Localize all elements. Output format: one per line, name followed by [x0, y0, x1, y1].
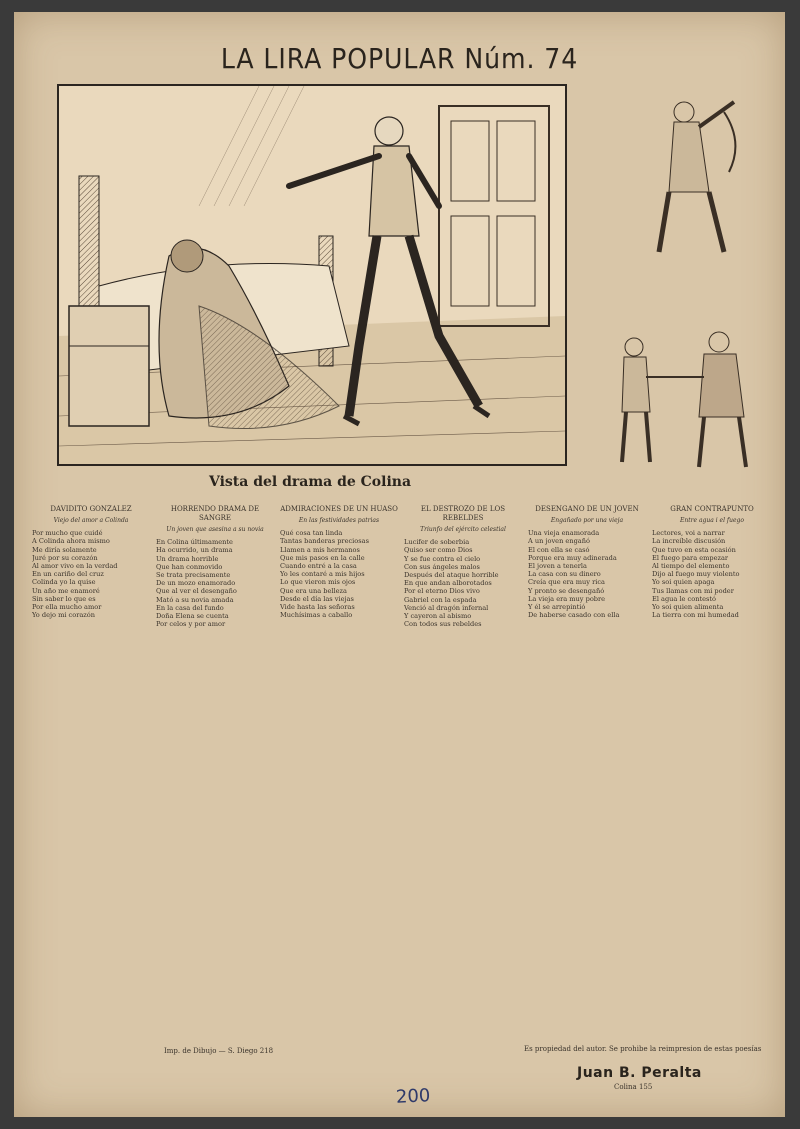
verse-line: La increíble discusión — [652, 537, 726, 546]
imprint-text: Imp. de Dibujo — S. Diego 218 — [164, 1047, 274, 1055]
column-title: DESENGAÑO DE UN JOVEN — [535, 505, 639, 513]
verse-line: Gabriel con la espada — [404, 595, 477, 604]
verse-line: En Colina últimamente — [156, 538, 233, 547]
column-title: HORRENDO DRAMA DE SANGRE — [170, 505, 260, 522]
verse-line: Sin saber lo que es — [32, 594, 96, 603]
column-4 — [404, 505, 522, 1025]
column-subtitle: En las festividades patrias — [298, 517, 380, 524]
verse-line: Tus llamas con mi poder — [652, 586, 734, 595]
column-3 — [280, 505, 398, 1025]
verse-line: Que han conmovido — [156, 562, 223, 571]
verse-line: Cuando entré a la casa — [280, 562, 357, 571]
column-lines — [528, 529, 646, 619]
column-title: ADMIRACIONES DE UN HUASO — [280, 505, 398, 513]
verse-line: Un año me enamoré — [32, 586, 100, 595]
verse-line: Que era una belleza — [280, 586, 347, 595]
main-engraving — [57, 84, 567, 466]
verse-line: Y pronto se desengañó — [528, 586, 605, 595]
column-2 — [156, 505, 274, 1025]
column-title: DAVIDITO GONZALEZ — [50, 505, 132, 513]
verse-line: Dijo al fuego muy violento — [652, 570, 740, 579]
verse-line: La tierra con mi humedad — [652, 611, 739, 620]
column-subtitle: Triunfo del ejército celestial — [420, 526, 506, 533]
engraving-drawing — [59, 86, 565, 464]
verse-line: Una vieja enamorada — [528, 529, 600, 538]
column-lines — [404, 538, 522, 628]
column-subtitle: Engañado por una vieja — [550, 517, 624, 524]
verse-line: Yo les contaré a mis hijos — [280, 570, 365, 579]
verse-line: Por ella mucho amor — [32, 603, 102, 612]
verse-line: De haberse casado con ella — [528, 611, 620, 620]
verse-line: A un joven engañó — [528, 537, 590, 546]
column-title: GRAN CONTRAPUNTO — [670, 505, 754, 513]
verse-line: Después del ataque horrible — [404, 571, 499, 580]
column-subtitle: Un joven que asesina a su novia — [166, 526, 264, 533]
handwritten-number: 200 — [395, 1085, 431, 1108]
verse-line: En un cariño del cruz — [32, 570, 104, 579]
verse-line: Me diría solamente — [32, 545, 97, 554]
column-5 — [528, 505, 646, 1025]
verse-line: Mató a su novia amada — [156, 595, 234, 604]
verse-line: Yo soi quien apaga — [652, 578, 715, 587]
verse-line: Por el eterno Dios vivo — [404, 587, 480, 596]
verse-line: El agua le contestó — [652, 594, 717, 603]
verse-line: A Colinda ahora mismo — [32, 537, 110, 546]
verse-line: Que mis pasos en la calle — [280, 553, 365, 562]
author-name: Juan B. Peralta — [577, 1065, 702, 1081]
broadside-sheet — [14, 12, 785, 1117]
author-address: Colina 155 — [614, 1083, 653, 1091]
illustration-caption: Vista del drama de Colina — [208, 474, 412, 490]
column-subtitle: Viejo del amor a Colinda — [53, 517, 129, 524]
verse-line: Lectores, voi a narrar — [652, 529, 725, 538]
verse-line: Venció al dragón infernal — [404, 603, 489, 612]
verse-line: Desde el día las viejas — [280, 594, 354, 603]
verse-line: Por celos y por amor — [156, 620, 226, 629]
copyright-note: Es propiedad del autor. Se prohibe la reimpresion de estas poesías — [524, 1045, 762, 1053]
verse-line: Con sus ángeles malos — [404, 562, 480, 571]
verse-line: Muchísimas a caballo — [280, 611, 353, 620]
column-1 — [32, 505, 150, 1025]
verse-line: Creía que era muy rica — [528, 578, 605, 587]
verse-line: Doña Elena se cuenta — [156, 612, 229, 621]
verse-line: Y se fue contra el cielo — [404, 554, 481, 563]
verse-line: Quiso ser como Dios — [404, 546, 473, 555]
verse-line: Por mucho que cuidé — [32, 529, 103, 538]
verse-line: Que tuvo en esta ocasión — [652, 545, 736, 554]
verse-line: Llamen a mis hermanos — [280, 545, 360, 554]
verse-line: Al tiempo del elemento — [652, 562, 730, 571]
column-lines — [156, 538, 274, 628]
verse-line: Juré por su corazón — [32, 553, 98, 562]
verse-line: Se trata precisamente — [156, 571, 231, 580]
verse-line: En la casa del fundo — [156, 603, 224, 612]
verse-line: Lo que vieron mis ojos — [280, 578, 356, 587]
column-lines — [652, 529, 772, 619]
verse-line: La casa con su dinero — [528, 570, 601, 579]
side-sketch-top — [614, 82, 764, 272]
verse-line: Colinda yo la quise — [32, 578, 96, 587]
verse-line: Tantas banderas preciosas — [280, 537, 369, 546]
verse-line: Con todos sus rebeldes — [404, 620, 482, 629]
side-sketch-bottom — [604, 322, 764, 472]
verse-line: El fuego para empezar — [652, 553, 729, 562]
verse-line: Un drama horrible — [156, 554, 219, 563]
column-lines — [280, 529, 398, 619]
verse-line: Y cayeron al abismo — [404, 612, 472, 621]
verse-line: El joven a tenerla — [528, 562, 587, 571]
verse-line: En que andan alborotados — [404, 579, 492, 588]
verse-line: Porque era muy adinerada — [528, 553, 617, 562]
verse-line: Que al ver el desengaño — [156, 587, 237, 596]
verse-line: El con ella se casó — [528, 545, 590, 554]
verse-line: Yo dejo mi corazón — [32, 611, 95, 620]
verse-line: Y él se arrepintió — [528, 603, 586, 612]
verse-line: Vide hasta las señoras — [280, 603, 355, 612]
column-lines — [32, 529, 150, 619]
verse-line: Lucifer de soberbia — [404, 538, 470, 547]
verse-line: Qué cosa tan linda — [280, 529, 343, 538]
verse-line: De un mozo enamorado — [156, 579, 236, 588]
verse-line: Ha ocurrido, un drama — [156, 546, 233, 555]
column-title: EL DESTROZO DE LOS REBELDES — [420, 505, 506, 522]
column-6 — [652, 505, 772, 1025]
page-title: LA LIRA POPULAR Núm. 74 — [220, 42, 579, 75]
column-subtitle: Entre agua i el fuego — [679, 517, 745, 524]
verse-line: Al amor vivo en la verdad — [32, 562, 118, 571]
verse-line: Yo soi quien alimenta — [652, 603, 724, 612]
verse-line: La vieja era muy pobre — [528, 594, 606, 603]
